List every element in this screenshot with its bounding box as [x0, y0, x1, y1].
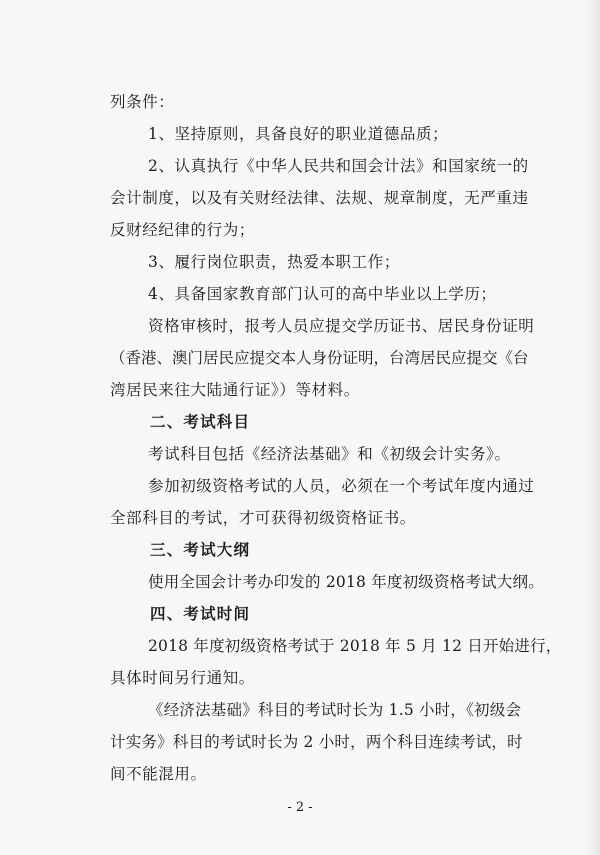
body-line: 列条件：: [110, 93, 175, 111]
paragraph-line: 2018 年度初级资格考试于 2018 年 5 月 12 日开始进行，: [148, 637, 562, 655]
list-item: 1、坚持原则，具备良好的职业道德品质；: [148, 125, 449, 143]
paragraph-line: （香港、澳门居民应提交本人身份证明，台湾居民应提交《台: [110, 349, 529, 367]
paragraph-line: 全部科目的考试，才可获得初级资格证书。: [110, 509, 416, 527]
paragraph-line: 具体时间另行通知。: [110, 669, 255, 687]
list-item: 3、履行岗位职责，热爱本职工作；: [148, 253, 400, 271]
paragraph-line: 使用全国会计考办印发的 2018 年度初级资格考试大纲。: [148, 573, 544, 591]
list-item: 4、具备国家教育部门认可的高中毕业以上学历；: [148, 285, 497, 303]
body-line: 反财经纪律的行为；: [110, 221, 255, 239]
paragraph-line: 考试科目包括《经济法基础》和《初级会计实务》。: [148, 445, 511, 463]
section-heading: 二、考试科目: [150, 412, 251, 431]
paragraph-line: 参加初级资格考试的人员，必须在一个考试年度内通过: [148, 477, 535, 495]
list-item: 2、认真执行《中华人民共和国会计法》和国家统一的: [148, 157, 529, 175]
page-number: - 2 -: [287, 800, 313, 815]
paragraph-line: 湾居民来往大陆通行证》）等材料。: [110, 381, 360, 399]
paragraph-line: 资格审核时，报考人员应提交学历证书、居民身份证明: [148, 317, 535, 335]
section-heading: 四、考试时间: [150, 604, 251, 623]
body-line: 会计制度，以及有关财经法律、法规、规章制度，无严重违: [110, 189, 529, 207]
section-heading: 三、考试大纲: [150, 540, 251, 559]
paragraph-line: 《经济法基础》科目的考试时长为 1.5 小时，《初级会: [148, 701, 522, 719]
paragraph-line: 计实务》科目的考试时长为 2 小时，两个科目连续考试，时: [110, 733, 523, 751]
scan-edge-shadow: [586, 0, 600, 855]
paragraph-line: 间不能混用。: [110, 765, 207, 783]
